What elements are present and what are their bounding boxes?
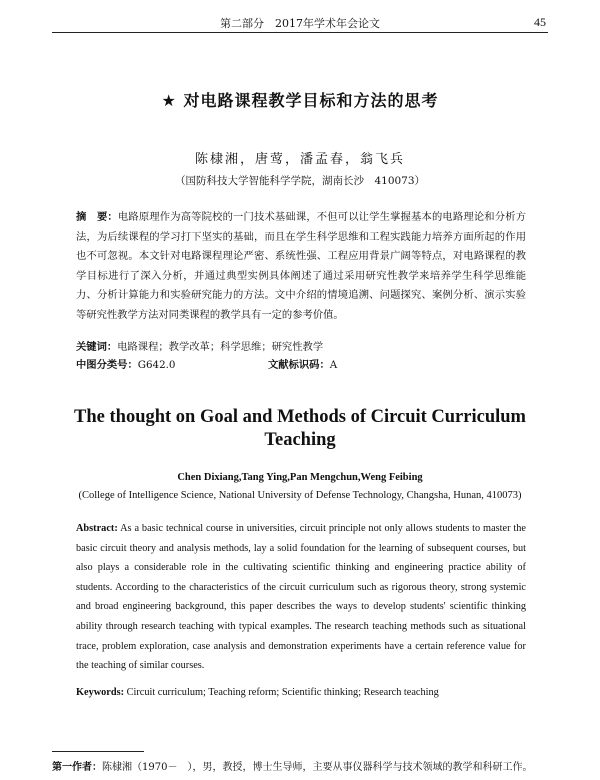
chinese-affiliation: （国防科技大学智能科学学院，湖南长沙 410073） <box>174 175 426 187</box>
document-code <box>268 356 337 371</box>
english-title-line1: The thought on Goal and Methods of Circuit Curriculum <box>74 407 526 427</box>
classification-line <box>76 356 536 371</box>
english-title <box>0 406 600 452</box>
english-keywords-label: Keywords: <box>76 687 125 698</box>
chinese-keywords-text: 电路课程；教学改革；科学思维；研究性教学 <box>117 341 324 353</box>
running-header <box>52 14 548 33</box>
english-abstract-text: As a basic technical course in universities, circuit principle not only allows students to master the basic circuit theory and analysis methods, lay a solid foundation for the learning of subsequent courses, but also plays a considerable role in the cultivating scientific thinking and engineering practice ability of students. According to the characteristics of the circuit curriculum such as rigorous theory, strong systemic and broad engineering background, this paper describes the ways to develop students' scientific thinking ability through research teaching with typical examples. The research teaching methods such as situational trace, problem exploration, case analysis and demonstration experiments have a certain reference value for the teaching of similar courses. <box>76 523 526 672</box>
classification-label: 中图分类号： <box>76 359 138 371</box>
footnote-label: 第一作者： <box>52 762 102 773</box>
footnote <box>52 758 532 773</box>
classification-code: G642.0 <box>137 359 176 371</box>
english-abstract <box>76 519 526 676</box>
chinese-abstract-text: 电路原理作为高等院校的一门技术基础课，不但可以让学生掌握基本的电路理论和分析方法，为后续课程的学习打下坚实的基础，而且在学生科学思维和工程实践能力培养方面所起的作用也不可忽视。本文针对电路课程理论严密、系统性强、工程应用背景广阔等特点，对电路课程的教学目标进行了深入分析，并通过典型实例具体阐述了通过采用研究性教学来培养学生科学思维能力、分析计算能力和实验研究能力的方法。文中介绍的情境追溯、问题探究、案例分析、演示实验等研究性教学方法对同类课程的教学具有一定的参考价值。 <box>76 211 527 321</box>
page-number: 45 <box>534 15 546 29</box>
running-title: 第二部分 2017年学术年会论文 <box>220 17 380 30</box>
footnote-text: 陈棣湘（1970－ ），男，教授，博士生导师，主要从事仪器科学与技术领域的教学和科研工作。 <box>102 762 533 773</box>
document-code-value: A <box>329 359 338 371</box>
english-abstract-label: Abstract: <box>76 523 118 534</box>
footnote-divider <box>52 751 144 752</box>
chinese-abstract <box>76 208 526 326</box>
english-title-line2: Teaching <box>264 430 336 450</box>
chinese-keywords-label: 关键词： <box>76 341 118 353</box>
chinese-abstract-label: 摘 要： <box>76 211 118 223</box>
chinese-authors: 陈棣湘，唐莺，潘孟春，翁飞兵 <box>194 152 405 167</box>
document-code-label: 文献标识码： <box>268 359 330 371</box>
english-keywords-text: Circuit curriculum; Teaching reform; Scientific thinking; Research teaching <box>126 687 439 698</box>
english-affiliation: (College of Intelligence Science, National University of Defense Technology, Changsha, Hunan, 410073) <box>78 490 522 501</box>
chinese-title: ★ 对电路课程教学目标和方法的思考 <box>161 91 439 110</box>
chinese-keywords <box>76 338 323 353</box>
english-keywords <box>76 687 439 698</box>
english-authors: Chen Dixiang,Tang Ying,Pan Mengchun,Weng Feibing <box>177 472 423 483</box>
